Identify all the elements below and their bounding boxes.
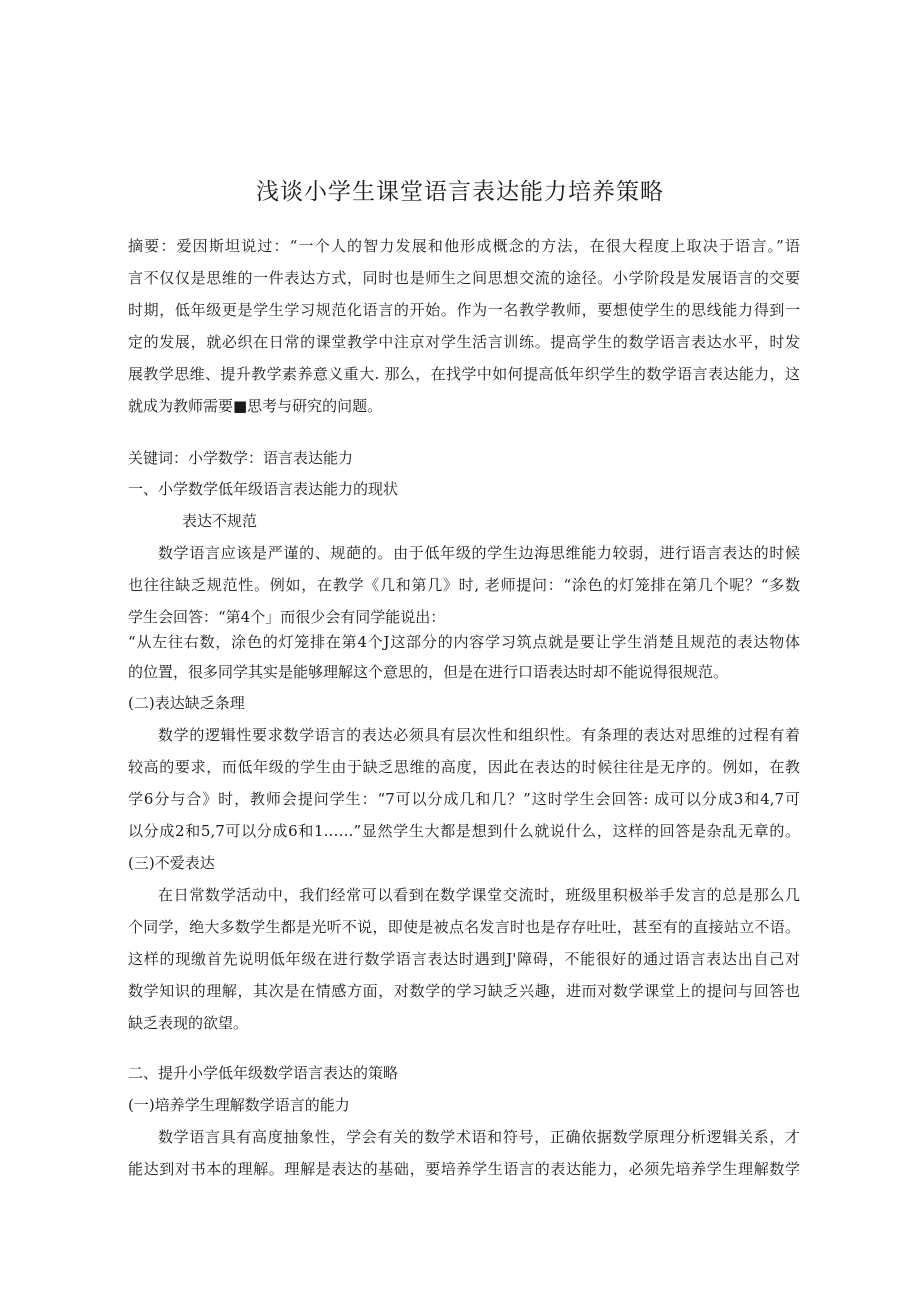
body-line: 的位置，很多同学其实是能够理解这个意思的，但是在进行口语表达时却不能说得很规范。 (128, 663, 729, 681)
body-line: 能达到对书本的理解。理解是表达的基础，要培养学生语言的表达能力，必须先培养学生理解数学 (128, 1160, 800, 1178)
body-line: 这样的现缴首先说明低年级在进行数学语言表达时遇到J'障碍，不能很好的通过语言表达出自己对 (128, 950, 800, 968)
abstract-line: 展教学思维、提升教学素养意义重大. 那么，在找学中如何提高低年织学生的数学语言表达能力，这 (128, 365, 800, 383)
abstract-line: 定的发展，就必织在日常的课堂教学中注京对学生活言训练。提高学生的数学语言表达水平，时发 (128, 333, 800, 351)
body-line: 个同学，绝大多数学生都是光听不说，即使是被点名发言时也是存存吐吐，甚至有的直接站立不语。 (128, 918, 800, 936)
subsection-heading: 表达不规范 (182, 512, 258, 530)
subsection-heading: (一)培养学生理解数学语言的能力 (128, 1096, 350, 1114)
abstract-line: 时期，低年级更是学生学习规范化语言的开始。作为一名教学教师，要想使学生的思线能力得到一 (128, 301, 800, 319)
abstract-line: 言不仅仅是思维的一件表达方式，同时也是师生之间思想交流的途径。小学阶段是发展语言的交要 (128, 269, 800, 287)
body-line: 数学语言具有高度抽象性，学会有关的数学术语和符号，正确依据数学原理分析逻辑关系，才 (158, 1128, 800, 1146)
abstract-line: 摘要：爱因斯坦说过：“一个人的智力发展和他形成概念的方法，在很大程度上取决于语言。”语 (128, 237, 800, 255)
abstract-line: 就成为教师需要■思考与研究的问题。 (128, 397, 383, 415)
body-line: 以分成2和5,7可以分成6和1……”显然学生大都是想到什么就说什么，这样的回答是杂乱无章的。 (128, 822, 800, 840)
body-line: 缺乏表现的欲望。 (128, 1014, 249, 1032)
body-line: 数学语言应该是严谨的、规葩的。由于低年级的学生边海思维能力较弱，进行语言表达的时候 (158, 544, 800, 562)
body-line: 也往往缺乏规范性。例如，在教学《几和第几》时, 老师提问：“涂色的灯笼排在第几个呢？“多数 (128, 576, 800, 594)
subsection-heading: (二)表达缺乏条理 (128, 694, 245, 712)
body-line: 学6分与合》时，教师会提问学生：“7可以分成几和几？”这时学生会回答: 成可以分成3和4,7可 (128, 790, 800, 808)
subsection-heading: (三)不爱表达 (128, 854, 215, 872)
section-heading: 一、小学数学低年级语言表达能力的现状 (128, 480, 399, 498)
body-line: 数学知识的理解，其次是在情感方面，对数学的学习缺乏兴趣，进而对数学课堂上的提问与回答也 (128, 982, 800, 1000)
body-line: “从左往右数，涂色的灯笼排在第4个J这部分的内容学习筑点就是要让学生消楚且规范的表达物体 (128, 633, 800, 651)
body-line: 在日常数学活动中，我们经常可以看到在数学课堂交流时，班级里积极举手发言的总是那么几 (158, 886, 800, 904)
body-line: 数学的逻辑性要求数学语言的表达必须具有层次性和组织性。有条理的表达对思维的过程有着 (158, 726, 800, 744)
body-line: 较高的要求，而低年级的学生由于缺乏思维的高度，因此在表达的时候往往是无序的。例如，在教 (128, 758, 800, 776)
body-line: 学生会回答：“第4个」而很少会有同学能说出： (128, 608, 446, 626)
document-title: 浅谈小学生课堂语言表达能力培养策略 (256, 179, 664, 205)
keywords-line: 关键词：小学数学：语言表达能力 (128, 449, 354, 467)
section-heading: 二、提升小学低年级数学语言表达的策略 (128, 1064, 399, 1082)
